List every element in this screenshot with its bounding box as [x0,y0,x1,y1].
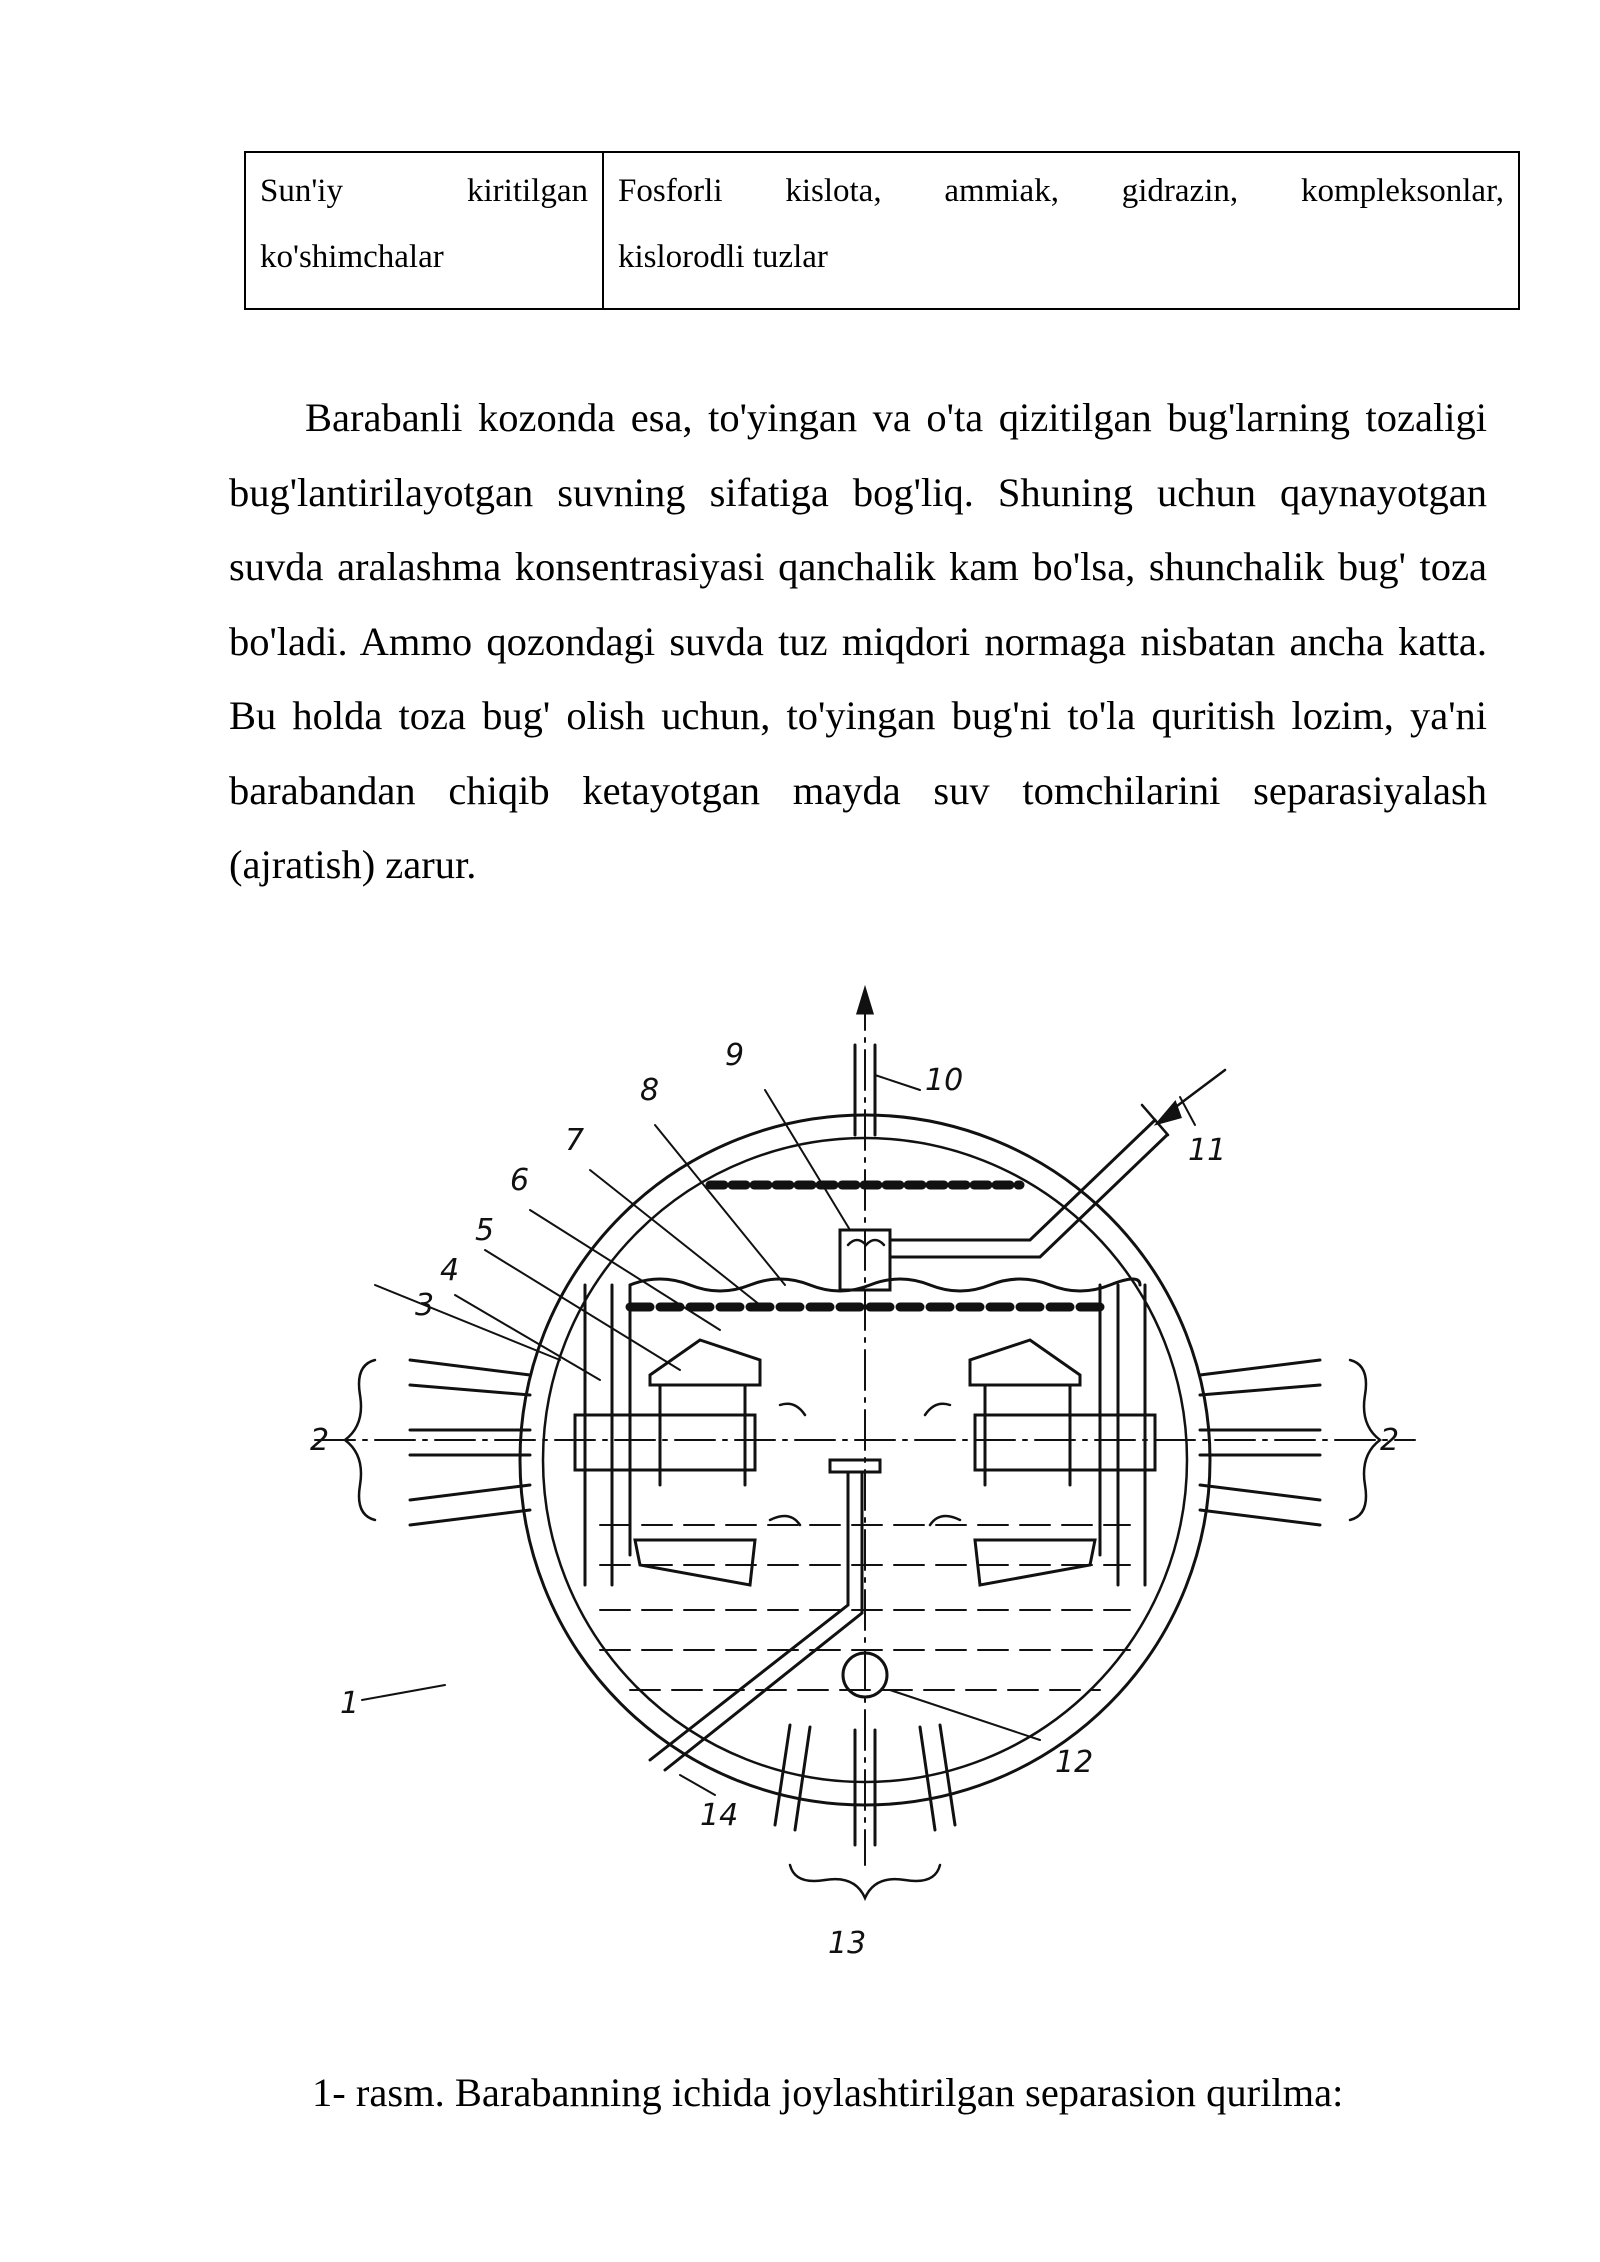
label-5: 5 [475,1213,495,1248]
label-6: 6 [510,1163,530,1198]
label-2-left: 2 [310,1423,330,1458]
table-cell-examples [603,152,1519,309]
table-cell-text: kislorodli tuzlar [618,239,828,275]
left-cyclone [575,1340,805,1585]
table-cell-text: Fosforli kislota, ammiak, gidrazin, kompleksonlar, [618,173,1504,209]
table-cell-text: Sun'iy kiritilgan [260,173,588,209]
feed-water-pipe [890,1070,1225,1257]
body-paragraph: Barabanli kozonda esa, to'yingan va o'ta qizitilgan bug'larning tozaligi bug'lantirilayotgan suvning sifatiga bog'liq. Shuning uchun qaynayotgan suvda aralashma konsentrasiyasi qanchalik kam bo'lsa, shunchalik bug' toza bo'ladi. Ammo qozondagi suvda tuz miqdori normaga nisbatan ancha katta. Bu holda toza bug' olish uchun, to'yingan bug'ni to'la quritish lozim, ya'ni barabandan chiqib ketayotgan mayda suv tomchilarini separasiyalash (ajratish) zarur. [229,395,1487,887]
label-9: 9 [725,1038,745,1073]
label-10: 10 [925,1063,964,1098]
steam-outlet-pipe [855,990,875,1865]
label-7: 7 [565,1123,585,1158]
figure-caption: 1- rasm. Barabanning ichida joylashtirilgan separasion qurilma: [312,2070,1344,2115]
foam-layer [630,1279,1140,1307]
label-8: 8 [640,1073,660,1108]
right-cyclone [925,1340,1155,1585]
separator-drum-diagram [300,985,1430,1965]
drain-pipe [650,1460,880,1770]
table-cell-text: ko'shimchalar [260,239,444,275]
label-14: 14 [700,1798,739,1833]
label-12: 12 [1055,1745,1094,1780]
table-cell-category [245,152,603,309]
label-13: 13 [828,1926,867,1961]
additives-table [244,151,1520,310]
label-4: 4 [440,1253,460,1288]
table-row [245,152,1519,309]
label-2-right: 2 [1380,1423,1400,1458]
label-11: 11 [1188,1133,1227,1168]
label-3: 3 [415,1288,435,1323]
label-1: 1 [340,1686,360,1721]
